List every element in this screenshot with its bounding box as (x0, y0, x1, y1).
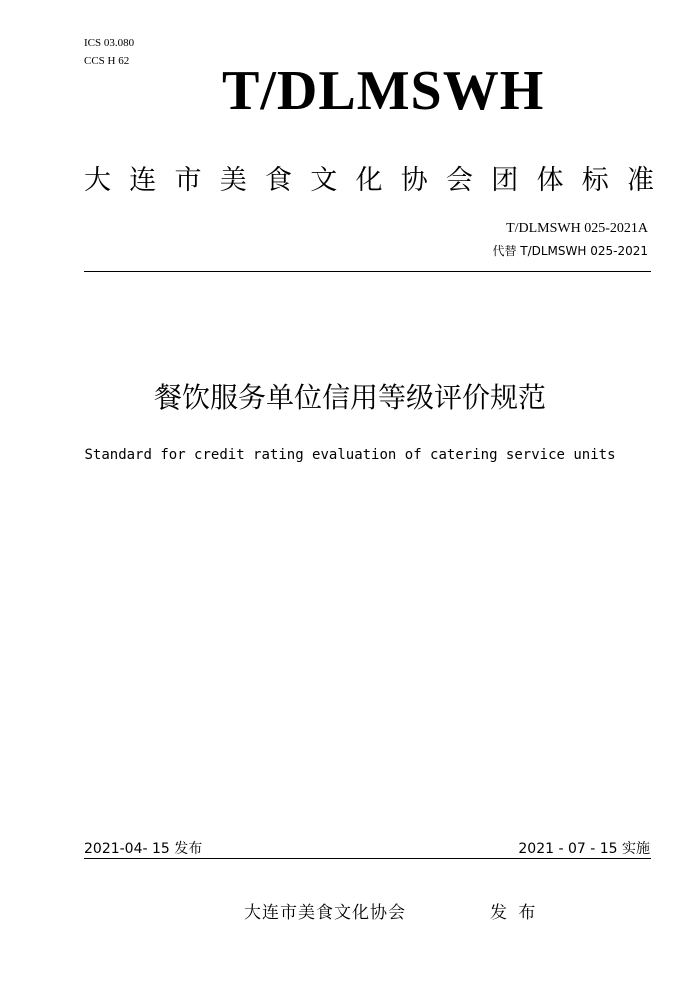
heading-char: 食 (265, 165, 292, 196)
ccs-code: CCS H 62 (84, 55, 130, 67)
replaces-standard: 代替 T/DLMSWH 025-2021 (492, 244, 648, 258)
standard-number: T/DLMSWH 025-2021A (506, 221, 648, 236)
heading-char: 协 (400, 165, 428, 196)
heading-char: 文 (310, 165, 338, 196)
heading-char: 化 (355, 165, 383, 196)
publish-label: 发 布 (490, 903, 536, 923)
heading-char: 市 (174, 165, 202, 196)
heading-char: 美 (219, 165, 247, 196)
document-title-chinese: 餐饮服务单位信用等级评价规范 (153, 381, 546, 414)
standard-logo-code: T/DLMSWH (222, 60, 545, 122)
heading-char: 大 (84, 165, 111, 196)
heading-char: 连 (129, 165, 157, 196)
publish-date: 2021-04- 15 发布 (84, 841, 203, 857)
document-title-english: Standard for credit rating evaluation of catering service units (84, 447, 616, 463)
heading-char: 准 (627, 165, 654, 196)
effective-date: 2021 - 07 - 15 实施 (518, 841, 650, 857)
publisher-name: 大连市美食文化协会 (244, 903, 406, 923)
heading-char: 标 (581, 165, 609, 196)
heading-char: 团 (491, 165, 519, 196)
footer-divider (84, 858, 651, 859)
heading-char: 会 (446, 165, 473, 196)
heading-char: 体 (536, 165, 564, 196)
header-divider (84, 271, 651, 272)
organization-standard-heading (84, 164, 654, 198)
ics-code: ICS 03.080 (84, 37, 135, 49)
